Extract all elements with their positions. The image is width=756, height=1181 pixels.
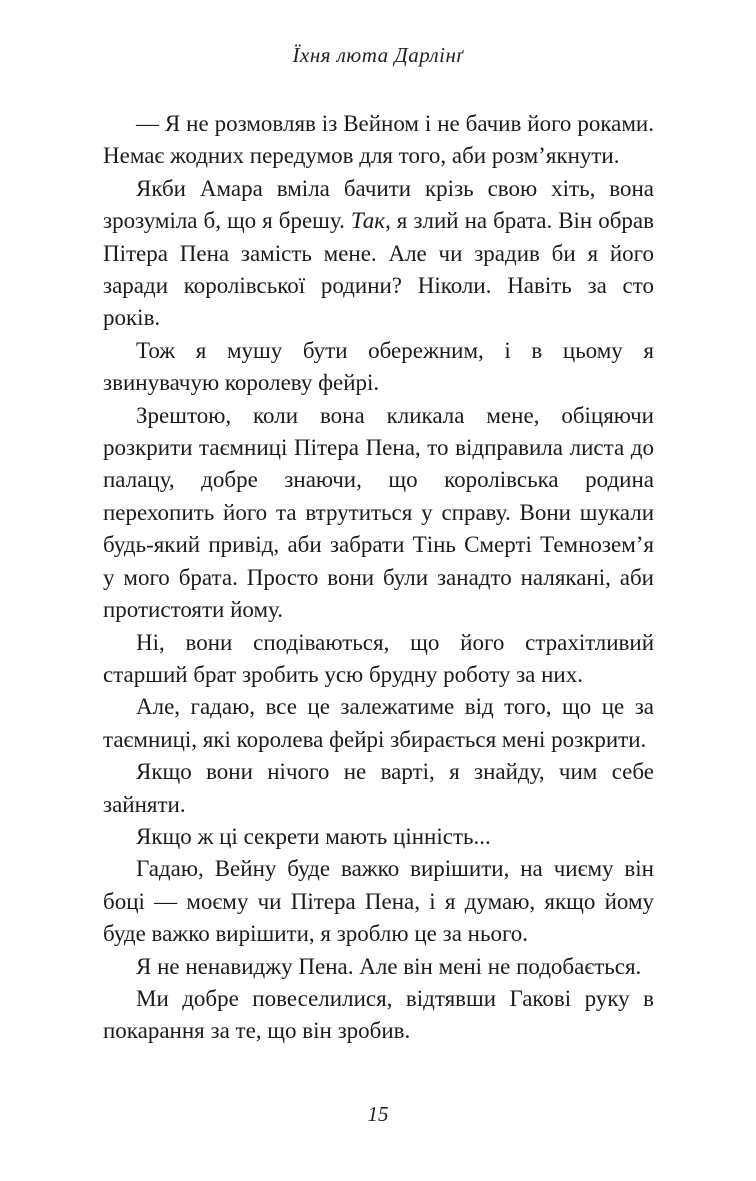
body-text	[103, 108, 654, 1048]
paragraph-text: Якщо ж ці секрети мають цінність...	[136, 823, 491, 849]
paragraph-text: Гадаю, Вейну буде важко вирішити, на чиєму він боці — моєму чи Пітера Пена, і я думаю, якщо йому буде важко вирішити, я зроблю це за нього.	[103, 856, 654, 947]
paragraph	[103, 335, 654, 400]
paragraph-text: Але, гадаю, все це залежатиме від того, що це за таємниці, які королева фейрі збирається мені розкрити.	[103, 694, 654, 752]
paragraph	[103, 108, 654, 173]
paragraph-text: Якби Амара вміла бачити крізь свою хіть, вона зрозуміла б, що я брешу.	[103, 175, 654, 234]
paragraph-text: — Я не розмовляв із Вейном і не бачив його роками. Немає жодних передумов для того, аби розм’якнути.	[103, 111, 654, 169]
page-number: 15	[367, 1102, 389, 1126]
paragraph	[103, 756, 654, 821]
paragraph-text: Якщо вони нічого не варті, я знайду, чим себе зайняти.	[103, 759, 654, 817]
paragraph-text: Ми добре повеселилися, відтявши Гакові руку в покарання за те, що він зробив.	[103, 985, 654, 1044]
running-head: Їхня люта Дарлінґ	[292, 43, 464, 67]
paragraph	[103, 400, 654, 627]
paragraph-text: Ні, вони сподіваються, що його страхітливий старший брат зробить усю брудну роботу за них.	[103, 629, 654, 687]
paragraph-text: Тож я мушу бути обережним, і в цьому я звинувачую королеву фейрі.	[103, 337, 654, 396]
paragraph	[103, 627, 654, 692]
paragraph	[103, 821, 654, 853]
paragraph	[103, 691, 654, 756]
paragraph	[103, 951, 654, 983]
paragraph-text: , я злий на брата. Він обрав Пітера Пена замість мене. Але чи зрадив би я його заради королівської родини? Ніколи. Навіть за сто років.	[103, 208, 654, 331]
paragraph	[103, 853, 654, 950]
paragraph-text: Я не ненавиджу Пена. Але він мені не подобається.	[136, 953, 642, 979]
paragraph-text-italic: Так	[350, 208, 386, 234]
paragraph	[103, 173, 654, 335]
paragraph-text: Зрештою, коли вона кликала мене, обіцяючи розкрити таємниці Пітера Пена, то відправила листа до палацу, добре знаючи, що королівська родина перехопить його та втрутиться у справу. Вони шукали будь-який привід, аби забрати Тінь Смерті Темнозем’я у мого брата. Просто вони були занадто налякані, аби протистояти йому.	[103, 402, 654, 623]
paragraph	[103, 983, 654, 1048]
